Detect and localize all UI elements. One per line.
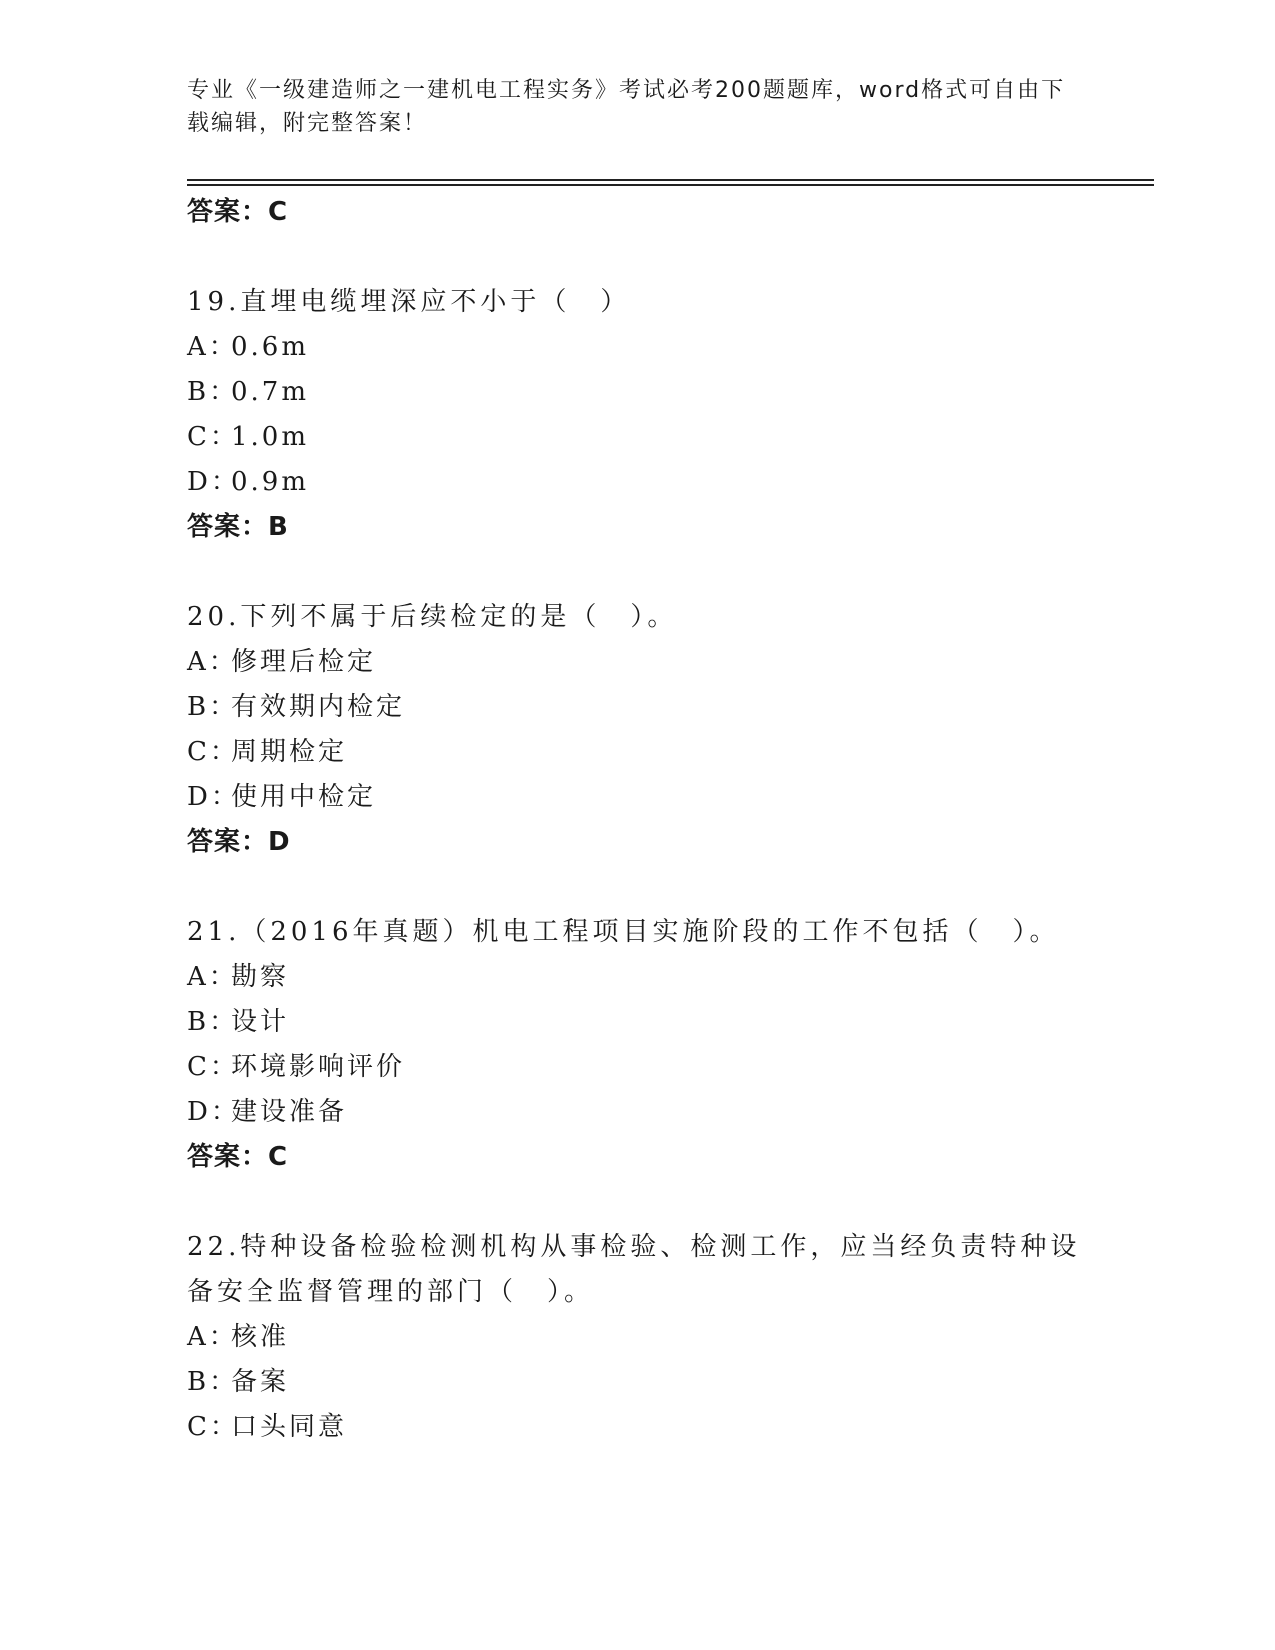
option-d: [187, 460, 1087, 505]
answer-line: 答案：C: [187, 197, 289, 227]
option-b: [187, 1000, 1087, 1045]
option-text: 核准: [231, 1322, 290, 1352]
option-c: [187, 1405, 1087, 1450]
question-stem: 21.（2016年真题）机电工程项目实施阶段的工作不包括（ ）。: [187, 917, 1060, 947]
option-letter: D：: [187, 1097, 240, 1127]
option-letter: A：: [187, 647, 238, 677]
option-d: [187, 775, 1087, 820]
option-letter: B：: [187, 377, 239, 407]
header-divider-top: [187, 179, 1154, 181]
option-a: [187, 325, 1087, 370]
option-text: 修理后检定: [231, 647, 377, 677]
option-text: 使用中检定: [231, 782, 377, 812]
option-letter: A：: [187, 332, 238, 362]
option-text: 环境影响评价: [231, 1052, 406, 1082]
option-b: [187, 685, 1087, 730]
option-letter: C：: [187, 1412, 239, 1442]
option-text: 口头同意: [231, 1412, 348, 1442]
option-text: 0.6m: [231, 332, 310, 362]
option-letter: D：: [187, 467, 240, 497]
option-letter: C：: [187, 737, 239, 767]
question-stem: 22.特种设备检验检测机构从事检验、检测工作，应当经负责特种设备安全监督管理的部门（ ）。: [187, 1232, 1081, 1307]
header-divider-bottom: [187, 184, 1154, 186]
option-letter: D：: [187, 782, 240, 812]
option-c: [187, 730, 1087, 775]
option-letter: A：: [187, 962, 238, 992]
option-c: [187, 1045, 1087, 1090]
option-a: [187, 640, 1087, 685]
option-b: [187, 1360, 1087, 1405]
question-stem: 19.直埋电缆埋深应不小于（ ）: [187, 287, 631, 317]
answer-line: 答案：C: [187, 1142, 289, 1172]
option-c: [187, 415, 1087, 460]
option-text: 有效期内检定: [231, 692, 406, 722]
question-list: [187, 190, 1087, 1450]
option-a: [187, 1315, 1087, 1360]
document-header: 专业《一级建造师之一建机电工程实务》考试必考200题题库，word格式可自由下载编辑，附完整答案！: [187, 78, 1066, 136]
option-text: 0.7m: [231, 377, 310, 407]
answer-line: 答案：B: [187, 512, 289, 542]
option-text: 设计: [231, 1007, 290, 1037]
option-text: 0.9m: [231, 467, 310, 497]
question-block: [187, 280, 1087, 550]
question-block: [187, 910, 1087, 1180]
option-text: 建设准备: [231, 1097, 348, 1127]
option-letter: C：: [187, 422, 239, 452]
option-text: 1.0m: [231, 422, 310, 452]
option-text: 周期检定: [231, 737, 348, 767]
option-letter: C：: [187, 1052, 239, 1082]
option-a: [187, 955, 1087, 1000]
option-b: [187, 370, 1087, 415]
question-block: [187, 595, 1087, 865]
option-text: 勘察: [231, 962, 290, 992]
option-letter: B：: [187, 692, 239, 722]
question-block: [187, 1225, 1087, 1450]
question-stem: 20.下列不属于后续检定的是（ ）。: [187, 602, 678, 632]
answer-line: 答案：D: [187, 827, 291, 857]
option-text: 备案: [231, 1367, 290, 1397]
option-letter: A：: [187, 1322, 238, 1352]
option-letter: B：: [187, 1367, 239, 1397]
option-letter: B：: [187, 1007, 239, 1037]
option-d: [187, 1090, 1087, 1135]
